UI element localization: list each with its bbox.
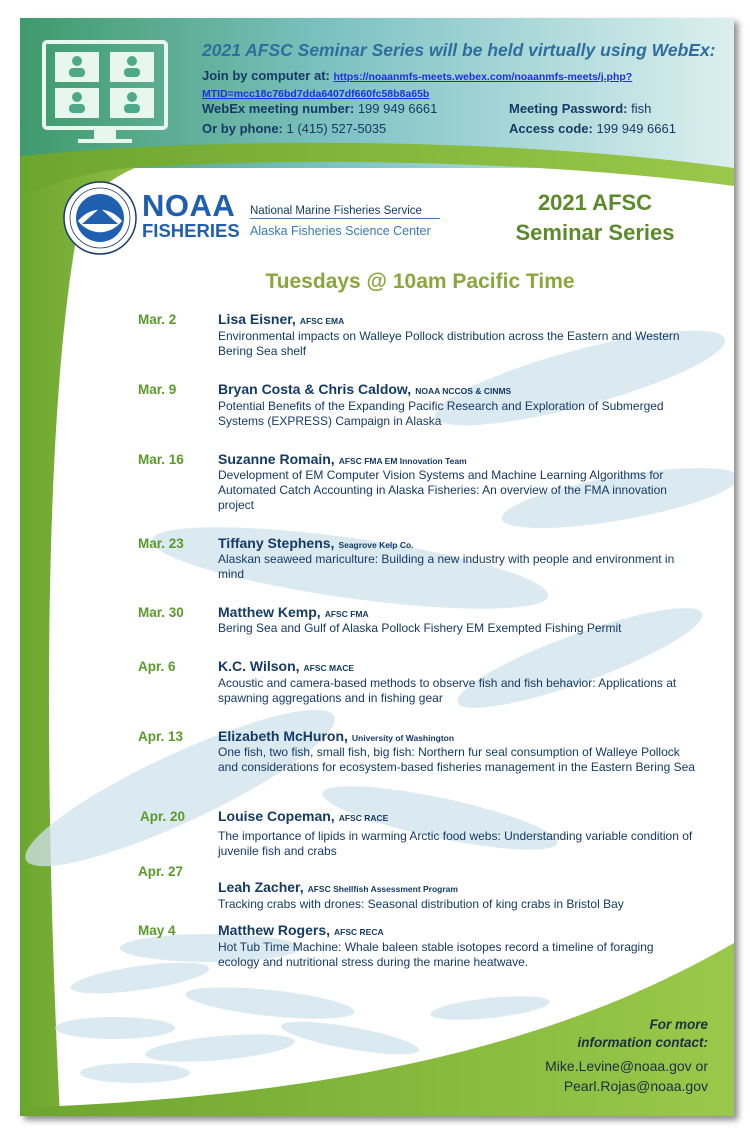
- contact-email-1[interactable]: Mike.Levine@noaa.gov or: [545, 1058, 708, 1074]
- meeting-number-label: WebEx meeting number:: [202, 101, 355, 116]
- seminar-speaker: [218, 808, 388, 824]
- seminar-date: Mar. 9: [138, 382, 177, 397]
- speaker-name: Bryan Costa & Chris Caldow,: [218, 381, 412, 397]
- nmfs-label: National Marine Fisheries Service: [250, 205, 422, 217]
- speaker-name: Louise Copeman,: [218, 808, 335, 824]
- seminar-topic: Bering Sea and Gulf of Alaska Pollock Fishery EM Exempted Fishing Permit: [218, 621, 622, 635]
- speaker-affiliation: AFSC RACE: [338, 813, 389, 823]
- header-title: 2021 AFSC Seminar Series will be held virtually using WebEx:: [202, 40, 716, 60]
- seminar-topic: Development of EM Computer Vision Systems and Machine Learning Algorithms for Automated Catch Accounting in Alaska Fisheries: An overview of the FMA innovation project: [218, 468, 667, 512]
- seminar-speaker: [218, 381, 511, 397]
- password-row: [509, 101, 651, 116]
- seminar-date: Mar. 16: [138, 452, 184, 467]
- seminar-date: Mar. 30: [138, 605, 184, 620]
- seminar-date: Apr. 13: [138, 729, 184, 744]
- speaker-affiliation: AFSC FMA EM Innovation Team: [338, 456, 467, 466]
- access-code: 199 949 6661: [596, 121, 676, 136]
- logo-divider: [250, 218, 440, 219]
- fisheries-wordmark: FISHERIES: [142, 220, 240, 241]
- meeting-number: 199 949 6661: [357, 101, 438, 116]
- access-row: [509, 121, 676, 136]
- seminar-speaker: [218, 728, 454, 744]
- seminar-topic: Acoustic and camera-based methods to observe fish and fish behavior: Applications at spawning aggregations and in fishing gear: [218, 676, 677, 705]
- speaker-affiliation: University of Washington: [351, 733, 455, 743]
- seminar-date: Apr. 20: [140, 809, 186, 824]
- seminar-topic: Hot Tub Time Machine: Whale baleen stable isotopes record a timeline of foraging ecology and nutritional stress during the marine heatwave.: [218, 940, 654, 969]
- speaker-affiliation: AFSC MACE: [303, 663, 355, 673]
- join-label: Join by computer at:: [202, 68, 330, 83]
- phone-row: [202, 121, 386, 136]
- contact-heading-line2: information contact:: [577, 1035, 708, 1050]
- meeting-number-row: [202, 101, 437, 116]
- seminar-topic: One fish, two fish, small fish, big fish: Northern fur seal consumption of Walleye Pollock and considerations for ecosystem-based fisheries management in the Eastern Bering Sea: [218, 745, 695, 774]
- schedule-heading: Tuesdays @ 10am Pacific Time: [265, 270, 575, 293]
- speaker-name: Matthew Rogers,: [218, 922, 331, 938]
- speaker-name: Tiffany Stephens,: [218, 535, 335, 551]
- seminar-date: Apr. 6: [138, 659, 176, 674]
- seminar-topic: The importance of lipids in warming Arctic food webs: Understanding variable condition of juvenile fish and crabs: [218, 829, 693, 858]
- speaker-affiliation: AFSC FMA: [324, 609, 369, 619]
- seminar-speaker: [218, 311, 344, 327]
- speaker-name: Elizabeth McHuron,: [218, 728, 348, 744]
- seminar-date: Mar. 23: [138, 536, 184, 551]
- seminar-date: Mar. 2: [138, 312, 177, 327]
- speaker-affiliation: NOAA NCCOS & CINMS: [415, 386, 512, 396]
- speaker-affiliation: AFSC RECA: [334, 927, 384, 937]
- speaker-name: Lisa Eisner,: [218, 311, 296, 327]
- password-label: Meeting Password:: [509, 101, 628, 116]
- seminar-speaker: [218, 451, 467, 467]
- join-block: [202, 68, 652, 102]
- poster: [20, 18, 734, 1116]
- password: fish: [631, 101, 652, 116]
- seminar-speaker: [218, 879, 458, 895]
- speaker-name: Matthew Kemp,: [218, 604, 321, 620]
- speaker-affiliation: AFSC EMA: [299, 316, 345, 326]
- seminar-speaker: [218, 922, 384, 938]
- speaker-affiliation: Seagrove Kelp Co.: [338, 540, 414, 550]
- seminar-speaker: [218, 658, 354, 674]
- seminar-speaker: [218, 604, 369, 620]
- speaker-name: Suzanne Romain,: [218, 451, 335, 467]
- noaa-wordmark: NOAA: [142, 188, 236, 223]
- contact-email-2[interactable]: Pearl.Rojas@noaa.gov: [563, 1078, 708, 1094]
- seminar-topic: Environmental impacts on Walleye Pollock distribution across the Eastern and Western Bering Sea shelf: [218, 329, 680, 358]
- seminar-topic: Alaskan seaweed mariculture: Building a new industry with people and environment in mind: [218, 552, 675, 581]
- noaa-seal-icon: [64, 182, 136, 254]
- seminar-date: Apr. 27: [138, 864, 184, 879]
- series-title-line1: 2021 AFSC: [537, 190, 653, 215]
- series-title-line2: Seminar Series: [515, 220, 675, 245]
- access-label: Access code:: [509, 121, 593, 136]
- afsc-label: Alaska Fisheries Science Center: [250, 224, 431, 238]
- contact-heading-line1: For more: [649, 1017, 708, 1032]
- phone-number: 1 (415) 527-5035: [286, 121, 387, 136]
- phone-label: Or by phone:: [202, 121, 283, 136]
- speaker-affiliation: AFSC Shellfish Assessment Program: [307, 884, 458, 894]
- series-title: [475, 188, 715, 248]
- seminar-speaker: [218, 535, 414, 551]
- seminar-topic: Tracking crabs with drones: Seasonal distribution of king crabs in Bristol Bay: [218, 897, 624, 911]
- speaker-name: K.C. Wilson,: [218, 658, 300, 674]
- speaker-name: Leah Zacher,: [218, 879, 304, 895]
- webex-link[interactable]: https://noaanmfs-meets.webex.com/noaanmfs-meets/j.php?MTID=mcc18c76bd7dda6407df660fc58b8a65b: [202, 71, 633, 100]
- seminar-topic: Potential Benefits of the Expanding Pacific Research and Exploration of Submerged Systems (EXPRESS) Campaign in Alaska: [218, 399, 664, 428]
- seminar-date: May 4: [138, 923, 176, 938]
- contact-emails: [545, 1056, 708, 1096]
- contact-heading: [578, 1016, 709, 1052]
